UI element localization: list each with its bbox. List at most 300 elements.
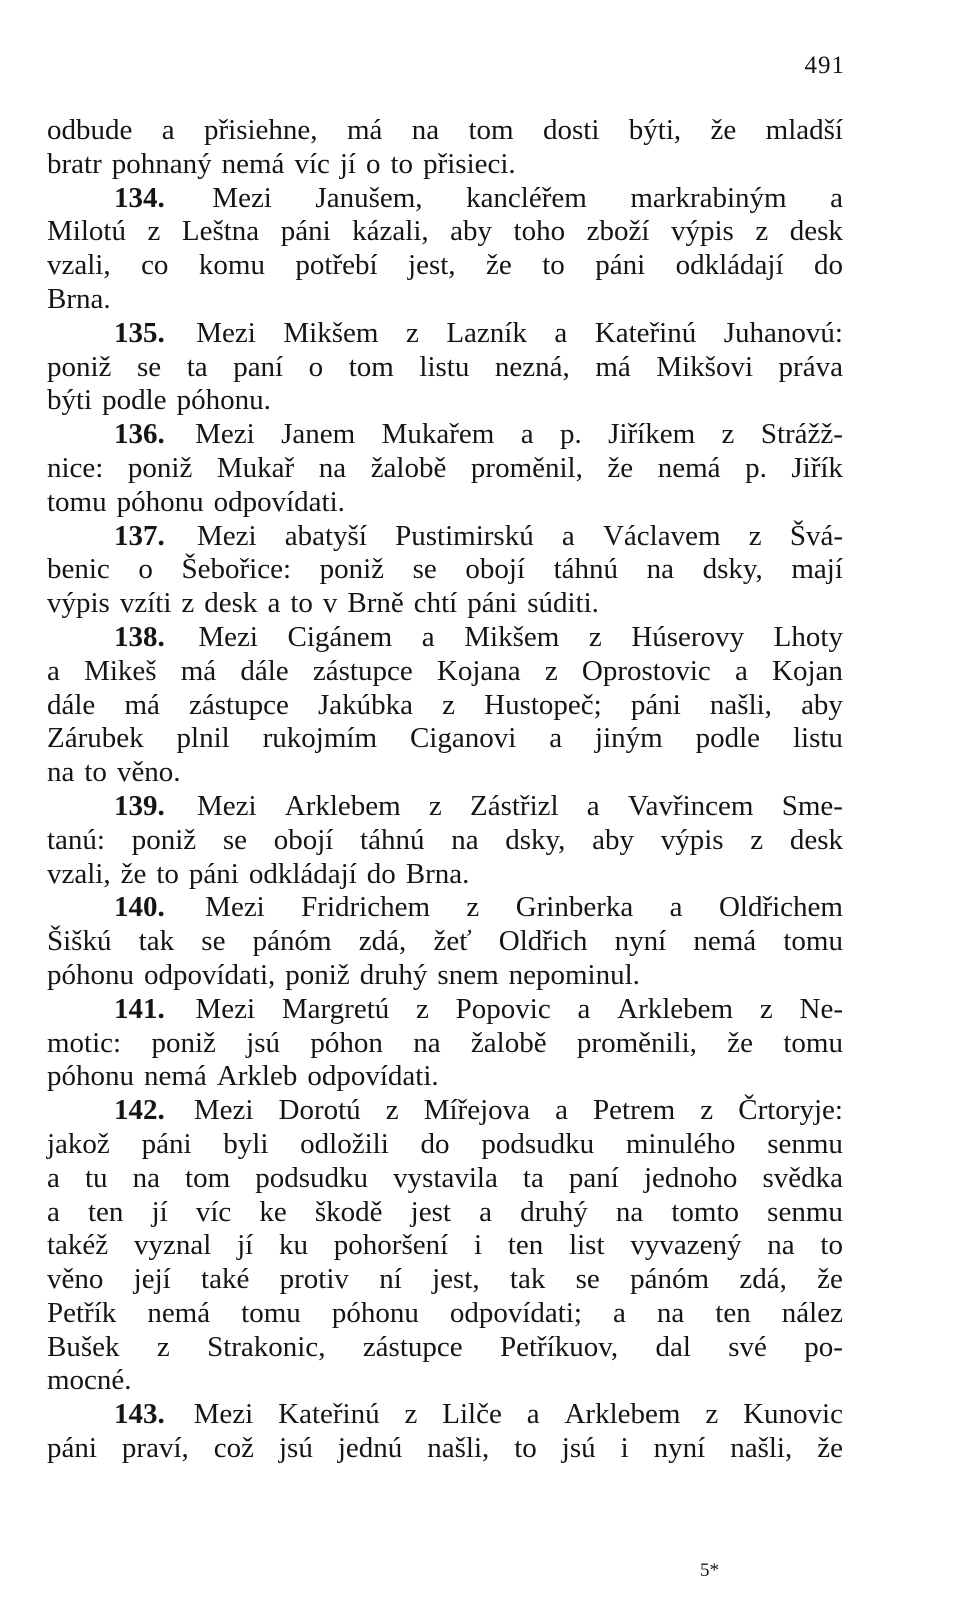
word: podle xyxy=(102,384,167,417)
text-line xyxy=(47,993,843,1027)
word: věno xyxy=(47,1263,104,1296)
word: Brně xyxy=(347,587,404,620)
word: Bušek xyxy=(47,1330,120,1363)
word: Mikšovi xyxy=(656,350,753,383)
text-line xyxy=(47,148,843,182)
text-line xyxy=(47,1196,843,1230)
word: se xyxy=(136,350,162,383)
word: páni xyxy=(595,249,646,282)
word: Mezi xyxy=(205,891,265,924)
word: ten xyxy=(88,1195,124,1228)
word: a xyxy=(526,1398,540,1431)
word: Petříkuov, xyxy=(500,1330,619,1363)
word: jakož xyxy=(47,1127,110,1160)
word: z xyxy=(466,891,480,924)
word: Petřík xyxy=(47,1296,117,1329)
word: toho xyxy=(513,215,566,248)
word: Arkleb xyxy=(216,1060,298,1093)
word: táhnú xyxy=(553,553,619,586)
word: na xyxy=(318,451,347,484)
word: póhonu xyxy=(116,485,204,518)
word: póhonu. xyxy=(176,384,271,417)
word: Mířejova xyxy=(423,1094,531,1127)
word: jiným xyxy=(595,722,663,755)
word: póhon xyxy=(310,1026,383,1059)
word: Arklebem xyxy=(564,1398,681,1431)
word: Zárubek xyxy=(47,722,144,755)
word: že xyxy=(817,1263,843,1296)
word: Lhoty xyxy=(773,620,843,653)
word: také xyxy=(201,1263,250,1296)
word: zástupce xyxy=(362,1330,463,1363)
word: Oldřich xyxy=(498,925,588,958)
word: pánóm xyxy=(630,1263,710,1296)
word: její xyxy=(133,1263,171,1296)
word: vzali, xyxy=(47,249,111,282)
word: po- xyxy=(804,1330,843,1363)
word: nemá xyxy=(693,925,757,958)
word: poniž xyxy=(319,553,385,586)
word: to xyxy=(820,1229,843,1262)
word: žalobě xyxy=(370,451,447,484)
word: pohnaný xyxy=(111,147,212,180)
word: p. xyxy=(560,418,582,451)
word: nice: xyxy=(47,451,104,484)
word: škodě xyxy=(314,1195,383,1228)
word: plnil xyxy=(176,722,230,755)
word: jednú xyxy=(337,1432,403,1465)
word: mají xyxy=(791,553,843,586)
word: zástupce xyxy=(189,688,289,721)
word: poniž xyxy=(131,823,197,856)
word: podsudku xyxy=(481,1127,595,1160)
word: vzali, xyxy=(47,857,111,890)
word: podsudku xyxy=(255,1161,369,1194)
word: jest, xyxy=(408,249,456,282)
word: z xyxy=(428,789,442,822)
word: tak xyxy=(509,1263,546,1296)
word: z xyxy=(700,1094,714,1127)
word: a xyxy=(734,654,748,687)
word: kancléřem xyxy=(466,181,587,214)
word: našli, xyxy=(427,1432,490,1465)
word: Lazník xyxy=(446,316,527,349)
word: ní xyxy=(379,1263,402,1296)
word: vyznal xyxy=(133,1229,212,1262)
word: a xyxy=(549,722,563,755)
word: na xyxy=(47,756,75,789)
text-line xyxy=(47,587,843,621)
word: to xyxy=(290,587,313,620)
word: Ne- xyxy=(799,992,843,1025)
word: tomu xyxy=(241,1296,301,1329)
word: na xyxy=(411,114,440,146)
word: Sme- xyxy=(781,789,843,822)
entry-number: 139. xyxy=(114,789,165,822)
text-line xyxy=(47,452,843,486)
word: odpovídati; xyxy=(449,1296,582,1329)
text-line xyxy=(47,1229,843,1263)
word: páni xyxy=(630,688,681,721)
word: Pustimirskú xyxy=(395,519,534,552)
word: vyvazený xyxy=(630,1229,742,1262)
word: nemá xyxy=(221,147,285,180)
word: Arklebem xyxy=(617,992,734,1025)
word: že xyxy=(710,114,737,146)
word: aby xyxy=(801,688,843,721)
word: Lilče xyxy=(442,1398,502,1431)
word: Šiškú xyxy=(47,925,112,958)
word: Črtoryje: xyxy=(738,1094,843,1127)
word: listu xyxy=(792,722,843,755)
word: aby xyxy=(592,823,634,856)
word: list xyxy=(569,1229,605,1262)
word: z xyxy=(442,688,455,721)
word: i xyxy=(620,1432,629,1465)
word: na xyxy=(132,1161,160,1194)
text-line xyxy=(47,891,843,925)
entry-number: 143. xyxy=(114,1398,165,1431)
word: póhonu xyxy=(47,1060,134,1093)
word: nezná, xyxy=(494,350,570,383)
entry-number: 138. xyxy=(114,620,165,653)
word: Dorotú xyxy=(278,1094,361,1127)
entry-number: 141. xyxy=(114,992,165,1025)
word: Mikeš xyxy=(84,654,157,687)
word: Arklebem xyxy=(284,789,401,822)
text-line xyxy=(47,1297,843,1331)
word: zboží xyxy=(586,215,650,248)
word: výpis xyxy=(670,215,734,248)
word: jí xyxy=(339,147,356,180)
word: nález xyxy=(781,1296,843,1329)
word: z xyxy=(147,215,161,248)
word: to xyxy=(156,857,179,890)
word: že xyxy=(607,451,634,484)
word: desk xyxy=(204,587,258,620)
word: táhnú xyxy=(360,823,425,856)
word: má xyxy=(124,688,160,721)
word: Hustopeč; xyxy=(484,688,602,721)
word: na xyxy=(767,1229,795,1262)
text-line xyxy=(47,655,843,689)
word: jsú xyxy=(246,1026,281,1059)
text-line xyxy=(47,790,843,824)
word: přisieci. xyxy=(423,147,516,180)
word: z xyxy=(750,823,764,856)
word: a xyxy=(554,316,568,349)
text-line xyxy=(47,114,843,148)
word: práva xyxy=(778,350,843,383)
word: protiv xyxy=(279,1263,349,1296)
word: Kateřinú xyxy=(594,316,697,349)
word: jest xyxy=(410,1195,451,1228)
word: z xyxy=(181,587,195,620)
text-line xyxy=(47,553,843,587)
word: poniž xyxy=(127,451,193,484)
word: tu xyxy=(84,1161,108,1194)
entry-number: 135. xyxy=(114,316,165,349)
word: z xyxy=(404,1398,418,1431)
word: se xyxy=(222,823,248,856)
word: a xyxy=(47,1161,60,1194)
word: do xyxy=(366,857,396,890)
word: z xyxy=(156,1330,170,1363)
word: v xyxy=(322,587,338,620)
word: nemá xyxy=(147,1296,211,1329)
word: jí xyxy=(237,1229,254,1262)
word: a xyxy=(161,114,175,146)
word: se xyxy=(201,925,226,958)
word: odkládají xyxy=(248,857,357,890)
word: markrabiným xyxy=(630,181,787,214)
word: z xyxy=(405,316,419,349)
word: zástupce xyxy=(312,654,413,687)
entry-number: 134. xyxy=(114,181,165,214)
text-line xyxy=(47,1128,843,1162)
word: Oldřichem xyxy=(718,891,843,924)
word: že xyxy=(727,1026,753,1059)
word: a xyxy=(561,519,575,552)
word: Mezi xyxy=(196,316,256,349)
word: a xyxy=(520,418,534,451)
word: že xyxy=(120,857,147,890)
text-line xyxy=(47,756,843,790)
word: svědka xyxy=(762,1161,843,1194)
text-line xyxy=(47,1060,843,1094)
text-line xyxy=(47,486,843,520)
word: a xyxy=(479,1195,492,1228)
word: jsú xyxy=(278,1432,313,1465)
word: a xyxy=(555,1094,568,1127)
word: nyní xyxy=(614,925,667,958)
word: ten xyxy=(715,1296,751,1329)
word: Grinberka xyxy=(515,891,634,924)
text-line xyxy=(47,418,843,452)
word: býti xyxy=(47,384,93,417)
word: výpis xyxy=(47,587,110,620)
word: býti, xyxy=(628,114,682,146)
word: a xyxy=(421,620,435,653)
word: ten xyxy=(507,1229,544,1262)
word: pánóm xyxy=(252,925,332,958)
word: tomto xyxy=(671,1195,740,1228)
word: Zástřizl xyxy=(470,789,559,822)
word: páni xyxy=(280,215,331,248)
word: z xyxy=(385,1094,399,1127)
word: Strakonic, xyxy=(207,1330,326,1363)
word: z xyxy=(544,654,558,687)
word: se xyxy=(412,553,437,586)
word: Janem xyxy=(281,418,356,451)
word: Popovic xyxy=(455,992,551,1025)
word: Mukařem xyxy=(381,418,495,451)
word: poniž xyxy=(151,1026,216,1059)
word: poniž xyxy=(47,350,112,383)
word: a xyxy=(612,1296,626,1329)
word: mladší xyxy=(765,114,843,146)
word: jí xyxy=(151,1195,168,1228)
word: a xyxy=(586,789,600,822)
word: Mezi xyxy=(193,1398,254,1431)
word: jest, xyxy=(432,1263,480,1296)
word: Strážž- xyxy=(760,418,843,451)
word: Mezi xyxy=(198,620,258,653)
word: Mezi xyxy=(195,418,255,451)
word: své xyxy=(728,1330,767,1363)
word: se xyxy=(575,1263,600,1296)
word: nemá xyxy=(657,451,721,484)
text-line xyxy=(47,215,843,249)
word: Ciganovi xyxy=(409,722,517,755)
text-line xyxy=(47,1398,843,1432)
word: z xyxy=(755,215,769,248)
word: obojí xyxy=(273,823,334,856)
word: což xyxy=(213,1432,254,1465)
word: do xyxy=(813,249,843,282)
word: Leštna xyxy=(181,215,260,248)
word: odpovídati, xyxy=(144,958,276,991)
word: nepominul. xyxy=(508,958,640,991)
word: o xyxy=(366,147,381,180)
text-block xyxy=(47,114,843,1466)
word: Kojana xyxy=(436,654,521,687)
text-line xyxy=(47,689,843,723)
word: z xyxy=(759,992,773,1025)
word: odbude xyxy=(47,114,133,146)
word: tom xyxy=(185,1161,231,1194)
word: senmu xyxy=(767,1195,843,1228)
word: co xyxy=(141,249,169,282)
word: Šebořice: xyxy=(181,553,292,586)
word: a xyxy=(830,181,843,214)
entry-number: 140. xyxy=(114,891,165,924)
word: i xyxy=(473,1229,483,1262)
word: jednoho xyxy=(643,1161,738,1194)
word: súditi. xyxy=(527,587,599,620)
word: desk xyxy=(789,215,843,248)
word: na xyxy=(451,823,479,856)
word: tomu xyxy=(47,485,107,518)
word: nyní xyxy=(653,1432,706,1465)
word: z xyxy=(748,519,762,552)
page-number: 491 xyxy=(804,52,845,79)
text-line xyxy=(47,1263,843,1297)
word: páni xyxy=(467,587,518,620)
word: víc xyxy=(294,147,330,180)
word: Fridrichem xyxy=(301,891,431,924)
word: tak xyxy=(138,925,175,958)
word: Margretú xyxy=(281,992,390,1025)
word: nemá xyxy=(144,1060,207,1093)
word: Kateřinú xyxy=(278,1398,380,1431)
word: zdá, xyxy=(739,1263,787,1296)
word: motic: xyxy=(47,1026,122,1059)
word: vystavila xyxy=(393,1161,498,1194)
word: dále xyxy=(240,654,289,687)
word: proměnil, xyxy=(470,451,583,484)
word: aby xyxy=(450,215,493,248)
word: žalobě xyxy=(470,1026,547,1059)
text-line xyxy=(47,317,843,351)
word: bratr xyxy=(47,147,102,180)
word: páni xyxy=(47,1432,97,1465)
word: má xyxy=(595,350,631,383)
word: páni xyxy=(141,1127,192,1160)
word: páni xyxy=(188,857,239,890)
word: Mezi xyxy=(195,992,256,1025)
entry-number: 137. xyxy=(114,519,165,552)
word: rukojmím xyxy=(262,722,378,755)
word: dosti xyxy=(543,114,600,146)
word: senmu xyxy=(767,1127,843,1160)
word: póhonu xyxy=(47,958,134,991)
word: Juhanovú: xyxy=(723,316,843,349)
word: odložili xyxy=(300,1127,389,1160)
text-line xyxy=(47,384,843,418)
word: minulého xyxy=(625,1127,736,1160)
word: dal xyxy=(655,1330,691,1363)
word: a xyxy=(47,1195,60,1228)
word: to xyxy=(390,147,414,180)
word: dsky, xyxy=(702,553,763,586)
word: byli xyxy=(223,1127,269,1160)
entry-number: 142. xyxy=(114,1094,165,1127)
text-line xyxy=(47,824,843,858)
word: odkládají xyxy=(675,249,784,282)
word: chtí xyxy=(413,587,458,620)
word: má xyxy=(180,654,217,687)
word: Húserovy xyxy=(631,620,745,653)
word: že xyxy=(817,1432,843,1465)
word: Mezi xyxy=(193,1094,254,1127)
word: našli, xyxy=(709,688,772,721)
word: o xyxy=(138,553,153,586)
word: vzíti xyxy=(119,587,172,620)
text-line xyxy=(47,621,843,655)
word: Mezi xyxy=(212,181,272,214)
word: Mezi xyxy=(196,789,257,822)
word: mocné. xyxy=(47,1364,132,1397)
word: odpovídati. xyxy=(307,1060,439,1093)
word: abatyší xyxy=(284,519,367,552)
word: takéž xyxy=(47,1229,109,1262)
text-line xyxy=(47,249,843,283)
word: paní xyxy=(568,1161,619,1194)
word: obojí xyxy=(465,553,526,586)
word: ta xyxy=(522,1161,544,1194)
word: Jakúbka xyxy=(317,688,413,721)
word: Janušem, xyxy=(315,181,423,214)
word: na xyxy=(656,1296,685,1329)
word: druhý xyxy=(520,1195,588,1228)
text-line xyxy=(47,351,843,385)
word: o xyxy=(308,350,324,383)
entry-number: 136. xyxy=(114,418,165,451)
word: z xyxy=(721,418,735,451)
word: našli, xyxy=(730,1432,793,1465)
word: desk xyxy=(789,823,843,856)
word: Kunovic xyxy=(743,1398,843,1431)
word: Milotú xyxy=(47,215,126,248)
text-line xyxy=(47,283,843,317)
word: póhonu xyxy=(331,1296,419,1329)
word: Jiřík xyxy=(791,451,843,484)
word: tanú: xyxy=(47,823,105,856)
text-line xyxy=(47,1432,843,1466)
word: Švá- xyxy=(789,519,843,552)
word: to xyxy=(84,756,107,789)
